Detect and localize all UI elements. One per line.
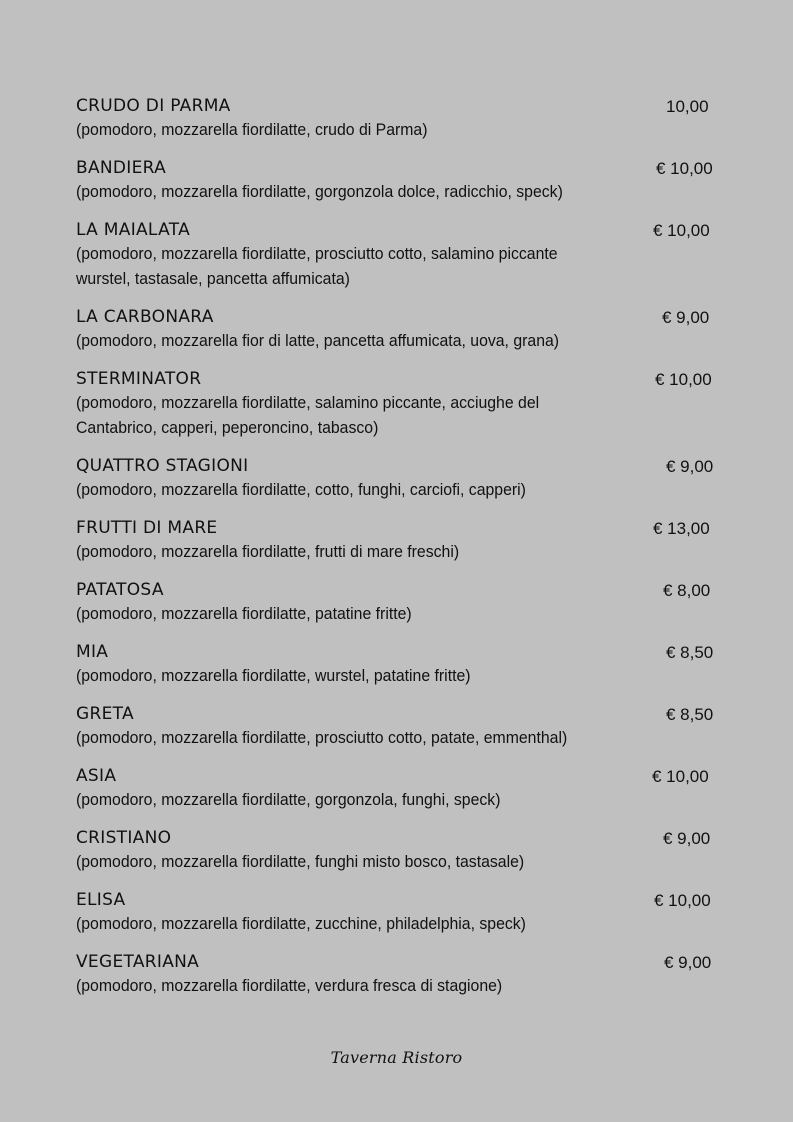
menu-item-asia xyxy=(76,765,718,812)
footer-restaurant-name: Taverna Ristoro xyxy=(330,1048,463,1067)
menu-item-la-carbonara xyxy=(76,306,718,353)
menu-item-crudo-di-parma xyxy=(76,95,718,142)
menu-item-patatosa xyxy=(76,579,718,626)
item-name: MIA xyxy=(76,642,109,662)
item-description: (pomodoro, mozzarella fiordilatte, frutti di mare freschi) xyxy=(76,542,460,561)
menu-item-frutti-di-mare xyxy=(76,517,718,564)
item-description: (pomodoro, mozzarella fiordilatte, prosciutto cotto, patate, emmenthal) xyxy=(76,728,568,747)
menu-item-greta xyxy=(76,703,718,750)
item-name: GRETA xyxy=(76,704,134,724)
item-name: BANDIERA xyxy=(76,158,167,178)
item-price: € 10,00 xyxy=(652,767,709,786)
item-name: LA MAIALATA xyxy=(76,220,190,240)
menu-list xyxy=(76,95,718,1013)
item-description: (pomodoro, mozzarella fiordilatte, gorgonzola, funghi, speck) xyxy=(76,790,501,809)
menu-item-vegetariana xyxy=(76,951,718,998)
item-name: ASIA xyxy=(76,766,117,786)
item-price: € 10,00 xyxy=(654,891,711,910)
menu-item-sterminator xyxy=(76,368,718,440)
menu-item-quattro-stagioni xyxy=(76,455,718,502)
item-price: € 8,50 xyxy=(666,643,714,662)
item-name: CRUDO DI PARMA xyxy=(76,96,231,116)
item-description: (pomodoro, mozzarella fiordilatte, salamino piccante, acciughe del Cantabrico, capperi, peperoncino, tabasco) xyxy=(76,393,540,437)
item-description: (pomodoro, mozzarella fior di latte, pancetta affumicata, uova, grana) xyxy=(76,331,560,350)
item-description: (pomodoro, mozzarella fiordilatte, zucchine, philadelphia, speck) xyxy=(76,914,526,933)
item-name: ELISA xyxy=(76,890,126,910)
item-name: LA CARBONARA xyxy=(76,307,214,327)
item-price: € 9,00 xyxy=(662,308,710,327)
item-description: (pomodoro, mozzarella fiordilatte, cotto, funghi, carciofi, capperi) xyxy=(76,480,526,499)
item-name: CRISTIANO xyxy=(76,828,172,848)
item-description: (pomodoro, mozzarella fiordilatte, gorgonzola dolce, radicchio, speck) xyxy=(76,182,563,201)
menu-item-elisa xyxy=(76,889,718,936)
menu-item-cristiano xyxy=(76,827,718,874)
item-price: € 9,00 xyxy=(666,457,714,476)
item-price: € 10,00 xyxy=(653,221,710,240)
item-description: (pomodoro, mozzarella fiordilatte, verdura fresca di stagione) xyxy=(76,976,503,995)
item-price: 10,00 xyxy=(666,97,709,116)
menu-item-bandiera xyxy=(76,157,718,204)
menu-item-la-maialata xyxy=(76,219,718,291)
item-price: € 8,00 xyxy=(663,581,711,600)
item-description: (pomodoro, mozzarella fiordilatte, crudo di Parma) xyxy=(76,120,428,139)
item-name: FRUTTI DI MARE xyxy=(76,518,218,538)
item-name: STERMINATOR xyxy=(76,369,202,389)
item-description: (pomodoro, mozzarella fiordilatte, prosciutto cotto, salamino piccante wurstel, tastasale, pancetta affumicata) xyxy=(76,244,558,288)
menu-item-mia xyxy=(76,641,718,688)
item-description: (pomodoro, mozzarella fiordilatte, funghi misto bosco, tastasale) xyxy=(76,852,525,871)
item-description: (pomodoro, mozzarella fiordilatte, patatine fritte) xyxy=(76,604,412,623)
item-name: QUATTRO STAGIONI xyxy=(76,456,249,476)
item-price: € 9,00 xyxy=(663,829,711,848)
item-price: € 10,00 xyxy=(655,370,712,389)
item-description: (pomodoro, mozzarella fiordilatte, wurstel, patatine fritte) xyxy=(76,666,471,685)
item-price: € 13,00 xyxy=(653,519,710,538)
item-price: € 9,00 xyxy=(664,953,712,972)
item-price: € 8,50 xyxy=(666,705,714,724)
item-name: PATATOSA xyxy=(76,580,164,600)
item-name: VEGETARIANA xyxy=(76,952,200,972)
item-price: € 10,00 xyxy=(656,159,713,178)
